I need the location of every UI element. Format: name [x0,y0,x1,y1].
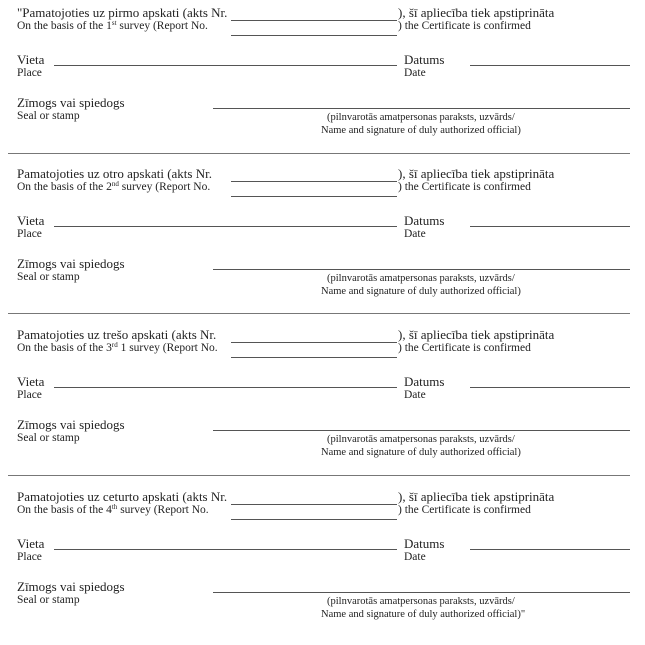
seal-label-latvian: Zīmogs vai spiedogs [17,417,125,432]
date-label-latvian: Datums [404,536,445,551]
survey-english-text: On the basis of the 3rd 1 survey (Report No. [17,341,218,354]
ordinal-suffix: nd [111,180,119,188]
certificate-confirmed-english: ) the Certificate is confirmed [398,342,531,354]
date-field[interactable] [470,387,630,388]
certificate-confirmed-latvian: ), šī apliecība tiek apstiprināta [398,5,555,20]
seal-label-latvian: Zīmogs vai spiedogs [17,256,125,271]
signature-caption-latvian: (pilnvarotās amatpersonas paraksts, uzvārds/ [327,273,515,284]
section-divider [8,153,630,154]
certificate-confirmed-latvian: ), šī apliecība tiek apstiprināta [398,166,555,181]
section-divider [8,475,630,476]
date-label-latvian: Datums [404,213,445,228]
survey-latvian-text: Pamatojoties uz trešo apskati (akts Nr. [17,327,217,342]
survey-english-text: On the basis of the 4th survey (Report No. [17,503,209,516]
place-label-latvian: Vieta [17,536,45,551]
certificate-confirmed-english: ) the Certificate is confirmed [398,504,531,516]
place-label-english: Place [17,67,42,79]
place-label-english: Place [17,389,42,401]
place-label-latvian: Vieta [17,374,45,389]
certificate-confirmed-english: ) the Certificate is confirmed [398,20,531,32]
survey-endorsement-section-2 [0,161,645,322]
date-field[interactable] [470,549,630,550]
date-label-english: Date [404,551,426,563]
survey-endorsement-section-4 [0,484,645,645]
place-label-latvian: Vieta [17,213,45,228]
survey-endorsement-section-1 [0,0,645,161]
act-number-field[interactable] [231,20,397,21]
survey-latvian-text: "Pamatojoties uz pirmo apskati (akts Nr. [17,5,228,20]
signature-caption-english: Name and signature of duly authorized official) [321,125,521,136]
place-field[interactable] [54,549,397,550]
signature-caption-latvian: (pilnvarotās amatpersonas paraksts, uzvārds/ [327,112,515,123]
survey-endorsement-section-3 [0,322,645,483]
place-label-english: Place [17,228,42,240]
date-field[interactable] [470,65,630,66]
survey-latvian-text: Pamatojoties uz otro apskati (akts Nr. [17,166,212,181]
report-number-field[interactable] [231,519,397,520]
place-field[interactable] [54,387,397,388]
signature-caption-english: Name and signature of duly authorized official) [321,447,521,458]
place-label-english: Place [17,551,42,563]
report-number-field[interactable] [231,357,397,358]
signature-caption-english: Name and signature of duly authorized official)" [321,609,526,620]
survey-english-text: On the basis of the 1st survey (Report No. [17,19,208,32]
place-field[interactable] [54,226,397,227]
seal-label-latvian: Zīmogs vai spiedogs [17,95,125,110]
date-field[interactable] [470,226,630,227]
seal-label-latvian: Zīmogs vai spiedogs [17,579,125,594]
certificate-confirmed-latvian: ), šī apliecība tiek apstiprināta [398,489,555,504]
seal-label-english: Seal or stamp [17,110,80,122]
ordinal-suffix: rd [111,341,118,349]
certificate-confirmed-english: ) the Certificate is confirmed [398,181,531,193]
signature-caption-latvian: (pilnvarotās amatpersonas paraksts, uzvārds/ [327,596,515,607]
date-label-english: Date [404,228,426,240]
date-label-latvian: Datums [404,52,445,67]
signature-field[interactable] [213,592,630,593]
signature-field[interactable] [213,108,630,109]
certificate-confirmed-latvian: ), šī apliecība tiek apstiprināta [398,327,555,342]
act-number-field[interactable] [231,504,397,505]
survey-english-text: On the basis of the 2nd survey (Report No. [17,180,211,193]
act-number-field[interactable] [231,342,397,343]
seal-label-english: Seal or stamp [17,594,80,606]
seal-label-english: Seal or stamp [17,271,80,283]
seal-label-english: Seal or stamp [17,432,80,444]
date-label-english: Date [404,389,426,401]
place-label-latvian: Vieta [17,52,45,67]
report-number-field[interactable] [231,35,397,36]
section-divider [8,313,630,314]
signature-caption-latvian: (pilnvarotās amatpersonas paraksts, uzvārds/ [327,434,515,445]
signature-field[interactable] [213,430,630,431]
signature-field[interactable] [213,269,630,270]
signature-caption-english: Name and signature of duly authorized official) [321,286,521,297]
ordinal-suffix: th [111,503,118,511]
act-number-field[interactable] [231,181,397,182]
date-label-english: Date [404,67,426,79]
ordinal-suffix: st [111,19,117,27]
survey-latvian-text: Pamatojoties uz ceturto apskati (akts Nr. [17,489,228,504]
date-label-latvian: Datums [404,374,445,389]
place-field[interactable] [54,65,397,66]
report-number-field[interactable] [231,196,397,197]
